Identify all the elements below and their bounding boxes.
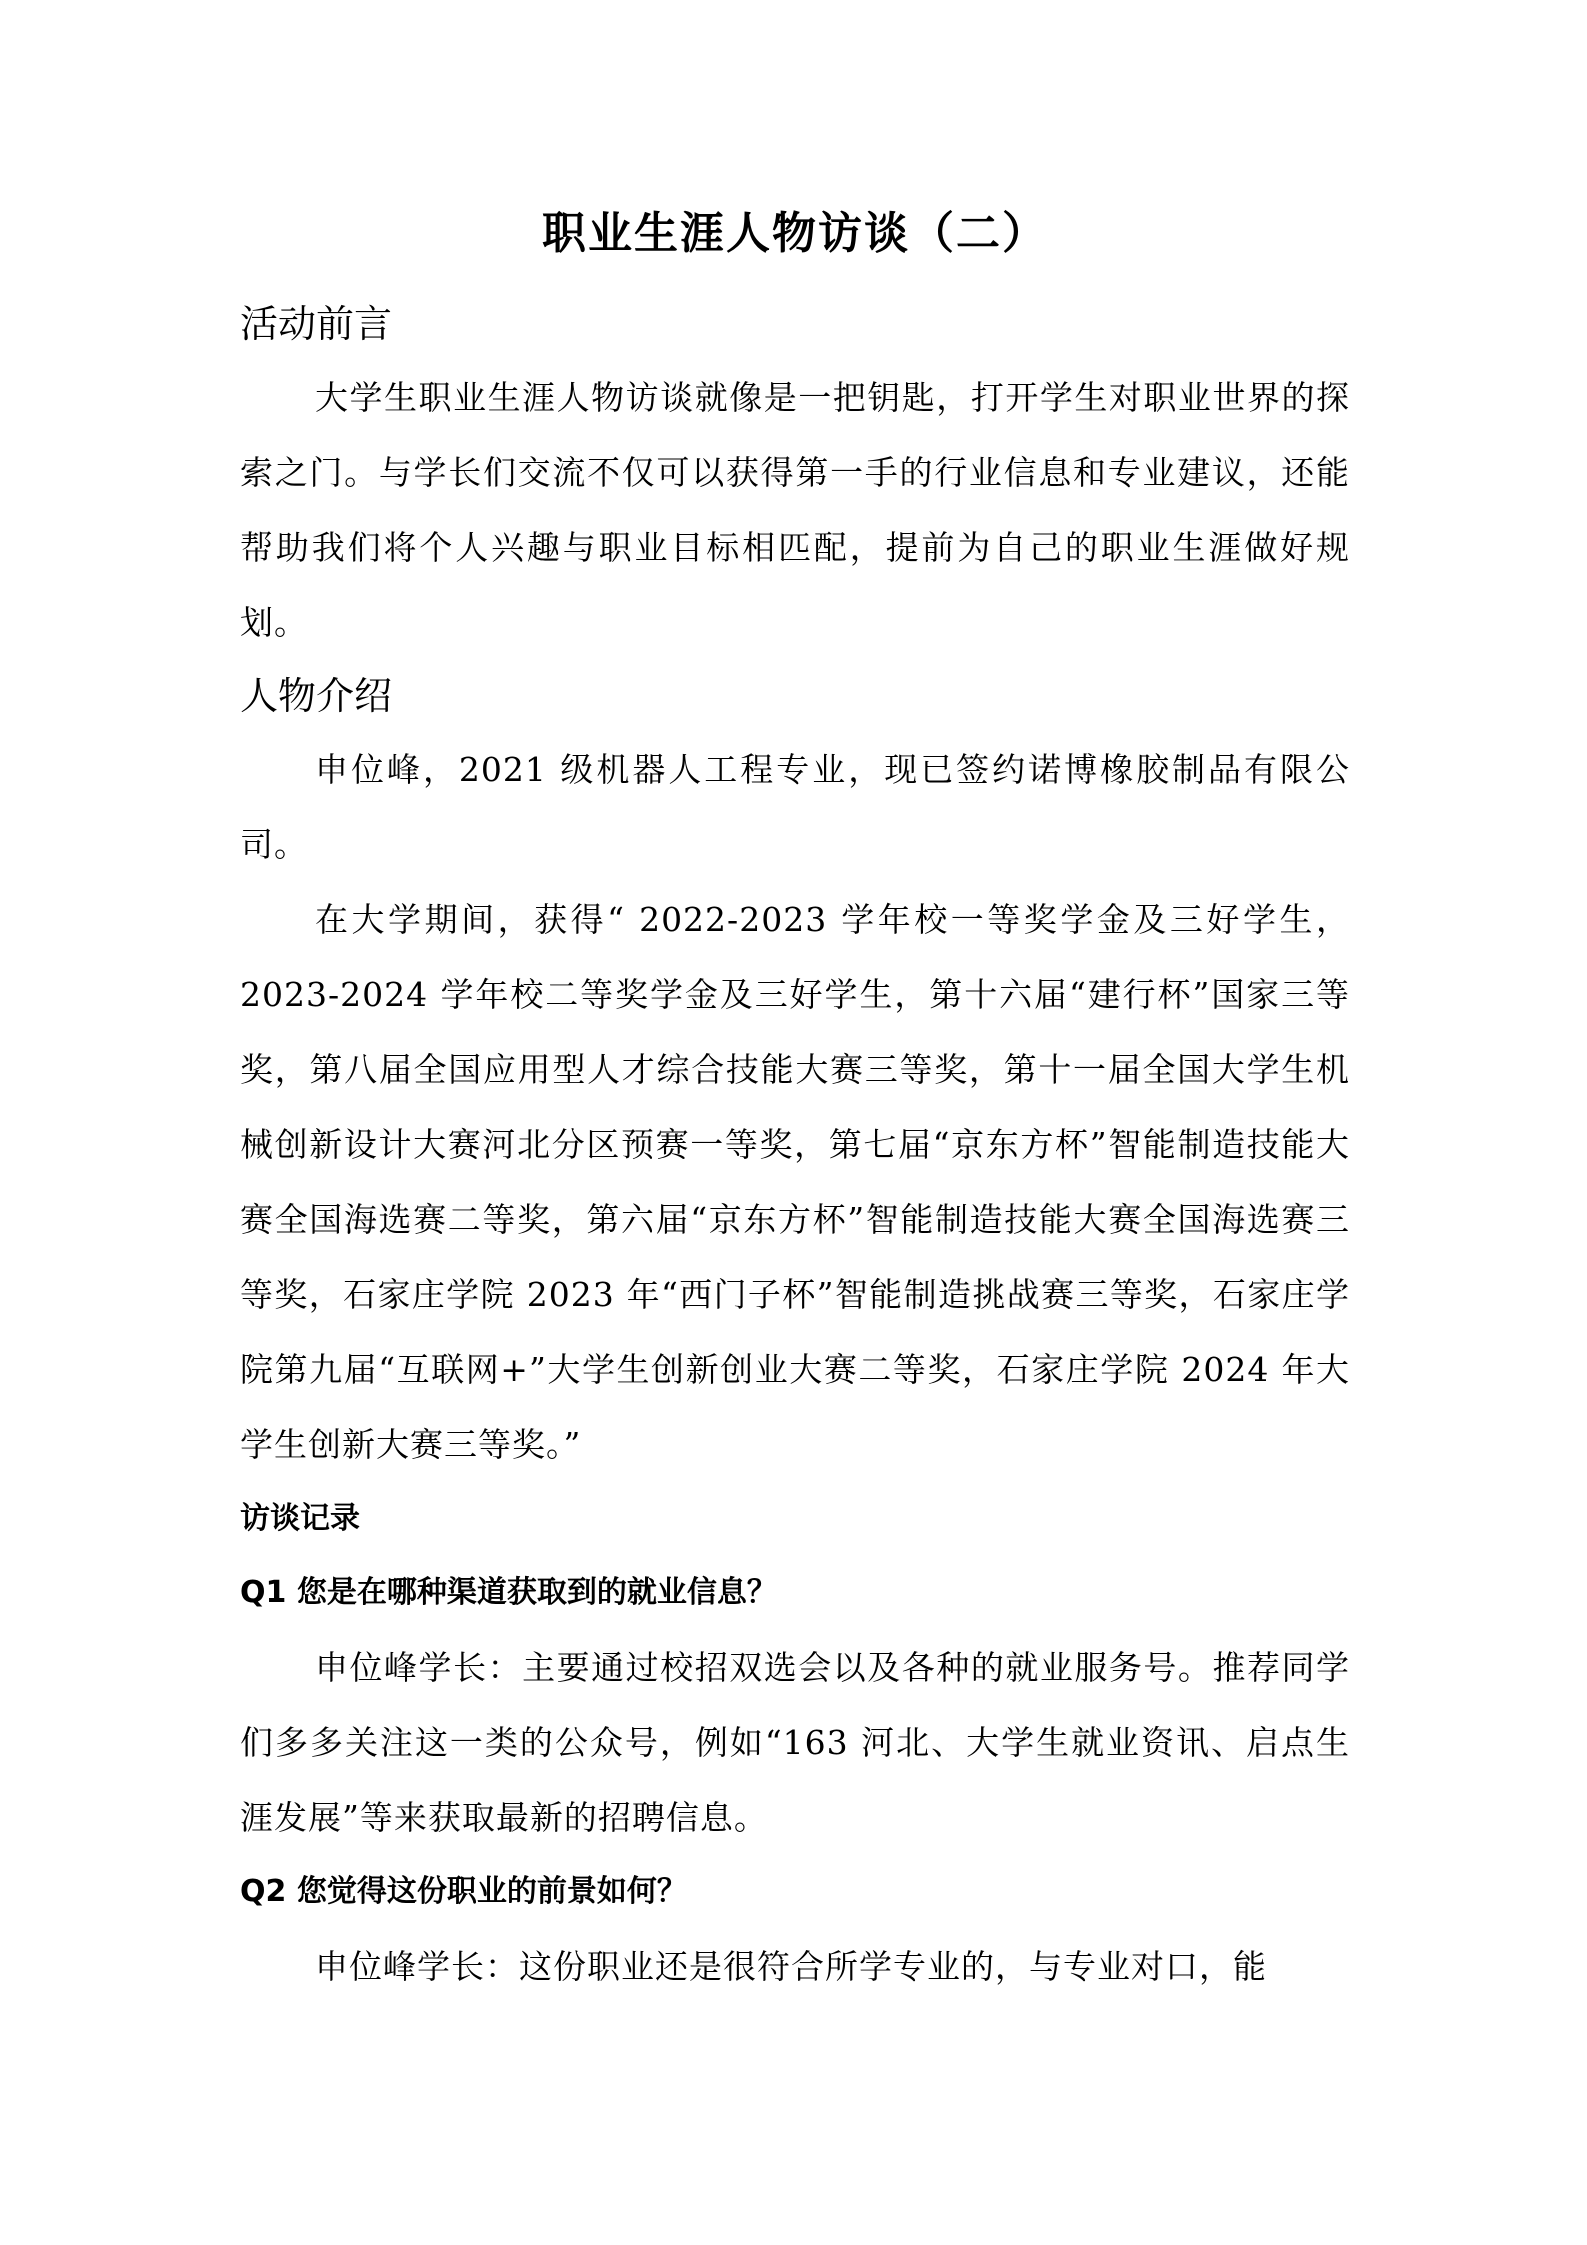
page-title: 职业生涯人物访谈（二） bbox=[542, 208, 1048, 259]
answer-1: 申位峰学长：主要通过校招双选会以及各种的就业服务号。推荐同学们多多关注这一类的公众号，例如“163 河北、大学生就业资讯、启点生涯发展”等来获取最新的招聘信息。 bbox=[240, 1648, 1350, 1837]
profile-heading: 人物介绍 bbox=[240, 674, 393, 718]
answer-2: 申位峰学长：这份职业还是很符合所学专业的，与专业对口，能 bbox=[315, 1947, 1267, 1986]
question-2: Q2 您觉得这份职业的前景如何？ bbox=[240, 1874, 687, 1909]
interview-heading: 访谈记录 bbox=[240, 1501, 360, 1536]
preface-paragraph: 大学生职业生涯人物访谈就像是一把钥匙，打开学生对职业世界的探索之门。与学长们交流不仅可以获得第一手的行业信息和专业建议，还能帮助我们将个人兴趣与职业目标相匹配，提前为自己的职业生涯做好规划。 bbox=[240, 378, 1350, 642]
profile-intro-paragraph: 申位峰，2021 级机器人工程专业，现已签约诺博橡胶制品有限公司。 bbox=[240, 750, 1350, 864]
document-body bbox=[240, 200, 1350, 2004]
question-1: Q1 您是在哪种渠道获取到的就业信息？ bbox=[240, 1575, 777, 1610]
profile-awards-paragraph: 在大学期间，获得“ 2022-2023 学年校一等奖学金及三好学生，2023-2024 学年校二等奖学金及三好学生，第十六届“建行杯”国家三等奖，第八届全国应用型人才综合技能大赛三等奖，第十一届全国大学生机械创新设计大赛河北分区预赛一等奖，第七届“京东方杯”智能制造技能大赛全国海选赛二等奖，第六届“京东方杯”智能制造技能大赛全国海选赛三等奖，石家庄学院 2023 年“西门子杯”智能制造挑战赛三等奖，石家庄学院第九届“互联网+”大学生创新创业大赛二等奖，石家庄学院 2024 年大学生创新大赛三等奖。” bbox=[240, 900, 1350, 1464]
preface-heading: 活动前言 bbox=[240, 302, 393, 346]
